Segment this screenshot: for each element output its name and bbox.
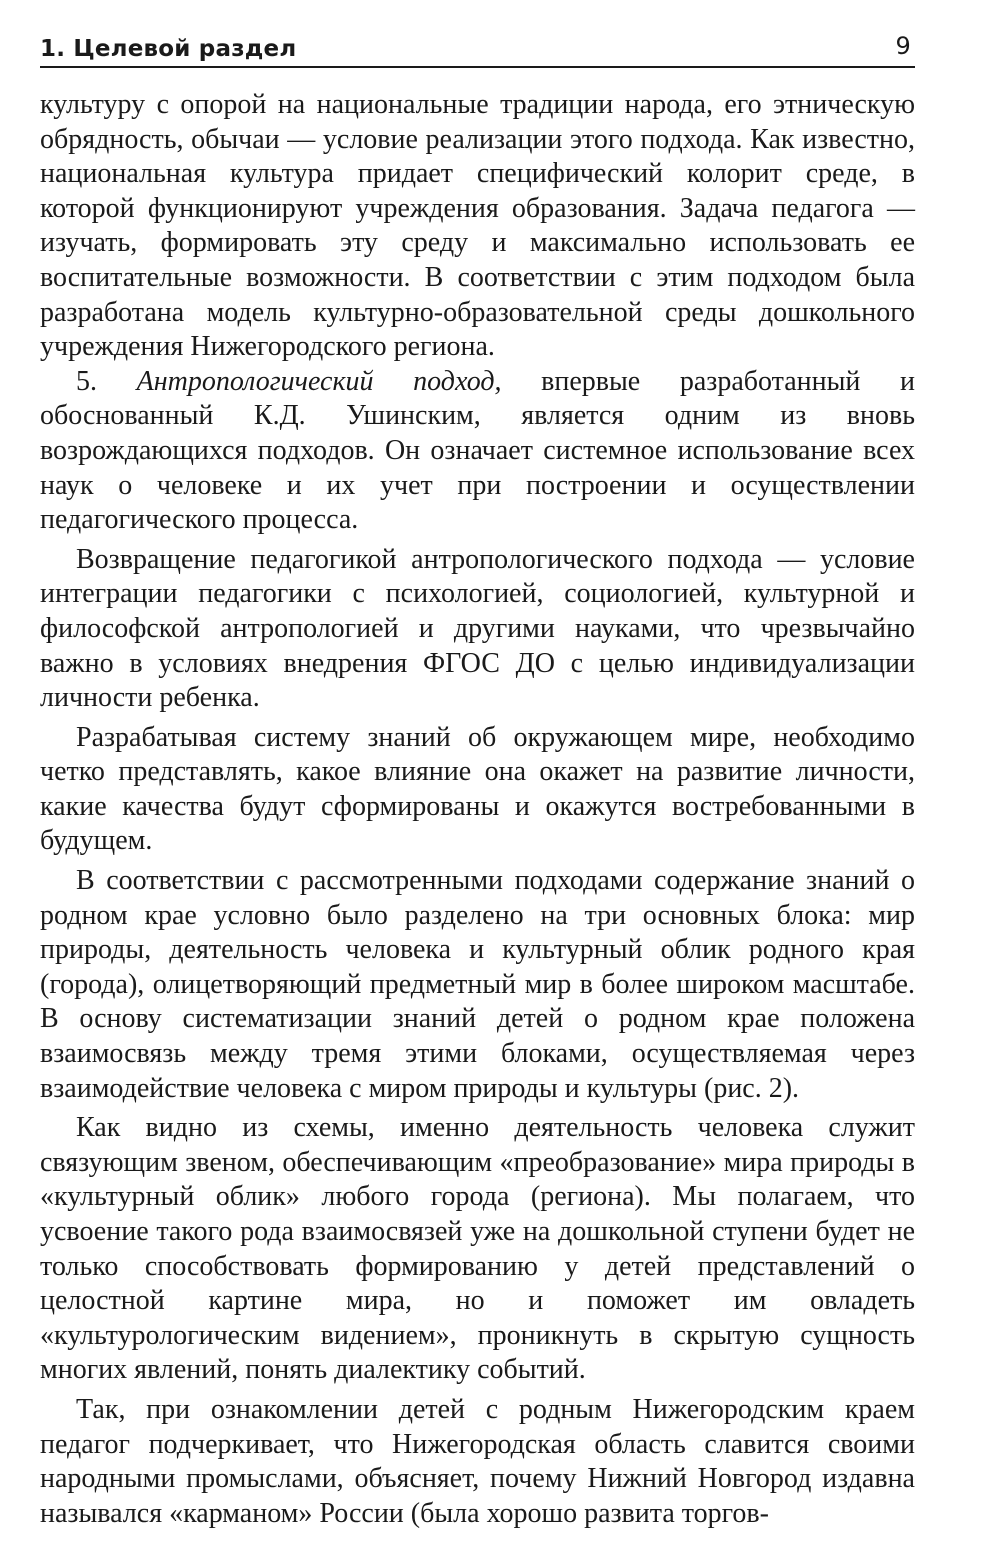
page-number: 9 bbox=[895, 32, 911, 60]
paragraph-6 bbox=[40, 1111, 915, 1388]
running-header bbox=[40, 28, 915, 68]
book-page bbox=[40, 28, 915, 1531]
paragraph-text: В соответствии с рассмотренными подходами содержание знаний о родном крае условно было разделено на три основных блока: мир природы, деятельность человека и культурный облик родного края (города), олицетворяющий предметный мир в более широком масштабе. В основу систематизации знаний детей о родном крае положена взаимосвязь между тремя этими блоками, осуществляемая через взаимодействие человека с миром природы и культуры (рис. 2). bbox=[40, 865, 915, 1104]
paragraph-text: Разрабатывая систему знаний об окружающем мире, необходимо четко представлять, какое влияние она окажет на развитие личности, какие качества будут сформированы и окажутся востребованными в будущем. bbox=[40, 721, 915, 857]
list-number: 5. bbox=[76, 365, 137, 397]
paragraph-text: Так, при ознакомлении детей с родным Нижегородским краем педагог подчеркивает, что Нижегородская область славится своими народными промыслами, объясняет, почему Нижний Новгород издавна назывался «карманом» России (была хорошо развита торгов- bbox=[40, 1393, 915, 1529]
paragraph-1 bbox=[40, 88, 915, 365]
paragraph-5 bbox=[40, 864, 915, 1106]
paragraph-text: Как видно из схемы, именно деятельность человека служит связующим звеном, обеспечивающим «преобразование» мира природы в «культурный облик» любого города (региона). Мы полагаем, что усвоение такого рода взаимосвязей уже на дошкольной ступени будет не только способствовать формированию у детей представлений о целостной картине мира, но и поможет им овладеть «культурологическим видением», проникнуть в скрытую сущность многих явлений, понять диалектику событий. bbox=[40, 1112, 915, 1386]
section-title: 1. Целевой раздел bbox=[40, 36, 297, 62]
paragraph-7 bbox=[40, 1393, 915, 1531]
paragraph-4 bbox=[40, 721, 915, 859]
italic-term: Антропологический подход, bbox=[136, 365, 502, 397]
paragraph-text: впервые разработанный и обоснованный К.Д. Ушинским, является одним из вновь возрождающихся подходов. Он означает системное использование всех наук о человеке и их учет при построении и осуществлении педагогического процесса. bbox=[40, 365, 915, 536]
paragraph-text: Возвращение педагогикой антропологического подхода — условие интеграции педагогики с психологией, социологией, культурной и философской антропологией и другими науками, что чрезвычайно важно в условиях внедрения ФГОС ДО с целью индивидуализации личности ребенка. bbox=[40, 543, 915, 714]
paragraph-text: культуру с опорой на национальные традиции народа, его этническую обрядность, обычаи — условие реализации этого подхода. Как известно, национальная культура придает специфический колорит среде, в которой функционируют учреждения образования. Задача педагога — изучать, формировать эту среду и максимально использовать ее воспитательные возможности. В соответствии с этим подходом была разработана модель культурно-образовательной среды дошкольного учреждения Нижегородского региона. bbox=[40, 89, 915, 363]
body-text bbox=[40, 88, 915, 1531]
paragraph-2 bbox=[40, 365, 915, 538]
paragraph-3 bbox=[40, 543, 915, 716]
